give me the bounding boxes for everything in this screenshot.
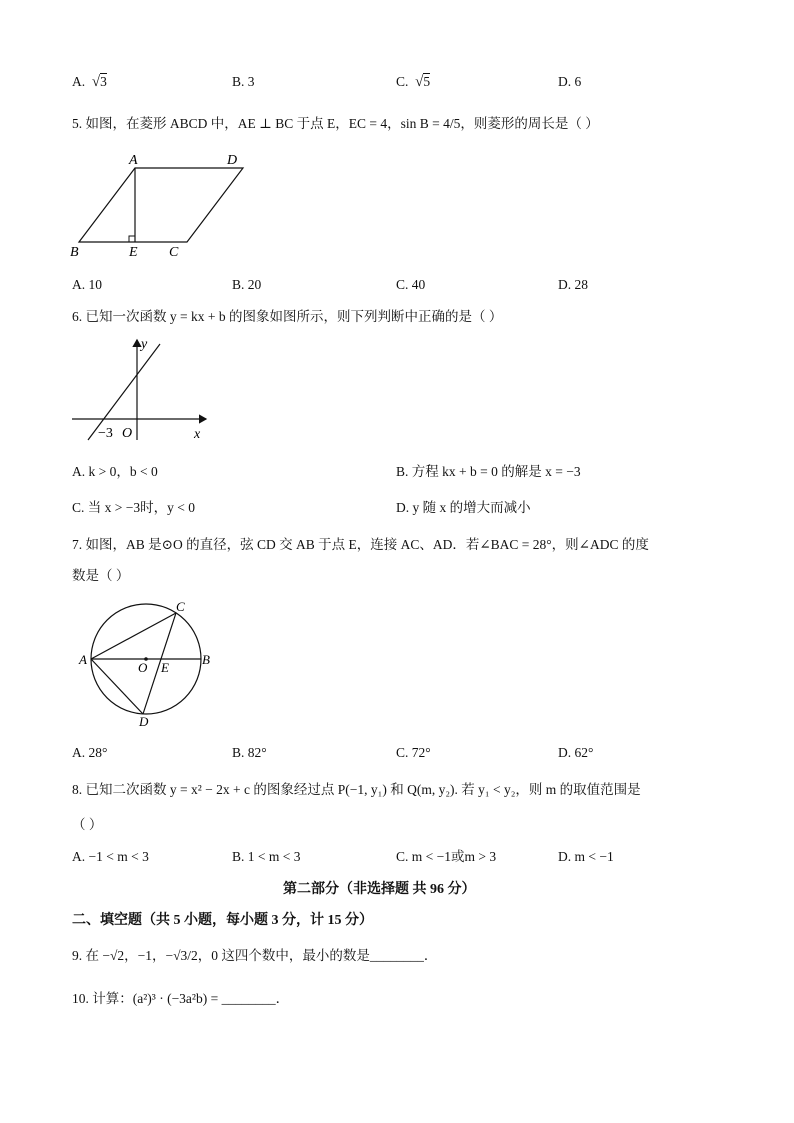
q6-label-o: O [122,426,133,441]
q6-label-x: x [194,427,201,442]
q7-label-e: E [161,660,169,675]
q6-option-b: B. 方程 kx + b = 0 的解是 x = −3 [396,464,581,479]
q5-option-b: B. 20 [232,277,262,292]
q5-label-c: C [169,245,179,260]
q6-option-a: A. k > 0，b < 0 [72,464,158,479]
q4-option-d: D. 6 [558,74,582,89]
q7-circle-figure [76,598,221,732]
q6-label-y: y [141,337,148,352]
q7-label-o: O [138,660,148,675]
q4-option-b: B. 3 [232,74,255,89]
q7-option-d: D. 62° [558,745,594,760]
q5-option-c: C. 40 [396,277,426,292]
part2-title: 第二部分（非选择题 共 96 分） [283,882,476,897]
q9-stem: 9. 在 −√2，−1，−√3/2，0 这四个数中，最小的数是________． [72,948,438,963]
q7-label-c: C [176,599,185,614]
q5-option-a: A. 10 [72,277,102,292]
q5-rhombus-figure [66,150,256,262]
q8-stem-line2: （ ） [72,817,103,832]
q7-option-a: A. 28° [72,745,108,760]
q10-stem: 10. 计算：(a²)³ · (−3a²b) = ________． [72,991,290,1006]
q5-label-e: E [129,245,138,260]
q5-option-d: D. 28 [558,277,588,292]
q8-option-a: A. −1 < m < 3 [72,849,149,864]
q7-label-b: B [202,652,210,667]
q8-option-d: D. m < −1 [558,849,614,864]
q8-option-b: B. 1 < m < 3 [232,849,301,864]
q7-label-d: D [139,714,149,729]
q6-line-graph [66,332,216,444]
q6-label-intercept: −3 [98,426,113,441]
q5-label-d: D [227,153,238,168]
q6-option-d: D. y 随 x 的增大而减小 [396,500,531,515]
q7-label-a: A [79,652,87,667]
q4-option-a: A. √3 [72,74,107,90]
q4-option-c: C. √5 [396,74,431,90]
q7-option-b: B. 82° [232,745,267,760]
q6-stem: 6. 已知一次函数 y = kx + b 的图象如图所示，则下列判断中正确的是（ ） [72,309,503,324]
q7-stem-line1: 7. 如图，AB 是⊙O 的直径，弦 CD 交 AB 于点 E，连接 AC、AD．若∠BAC = 28°，则∠ADC 的度 [72,537,649,552]
q7-option-c: C. 72° [396,745,431,760]
q8-stem-line1: 8. 已知二次函数 y = x² − 2x + c 的图象经过点 P(−1, y₁) 和 Q(m, y₂). 若 y₁ < y₂，则 m 的取值范围是 [72,782,641,797]
q5-stem: 5. 如图，在菱形 ABCD 中，AE ⊥ BC 于点 E，EC = 4，sin B = 4/5，则菱形的周长是（ ） [72,116,599,131]
q7-stem-line2: 数是（ ） [72,568,130,583]
q5-label-b: B [70,245,79,260]
q5-label-a: A [129,153,138,168]
q8-option-c: C. m < −1或m > 3 [396,849,497,864]
section2-title: 二、填空题（共 5 小题，每小题 3 分，计 15 分） [72,913,373,928]
q6-option-c: C. 当 x > −3时，y < 0 [72,500,195,515]
